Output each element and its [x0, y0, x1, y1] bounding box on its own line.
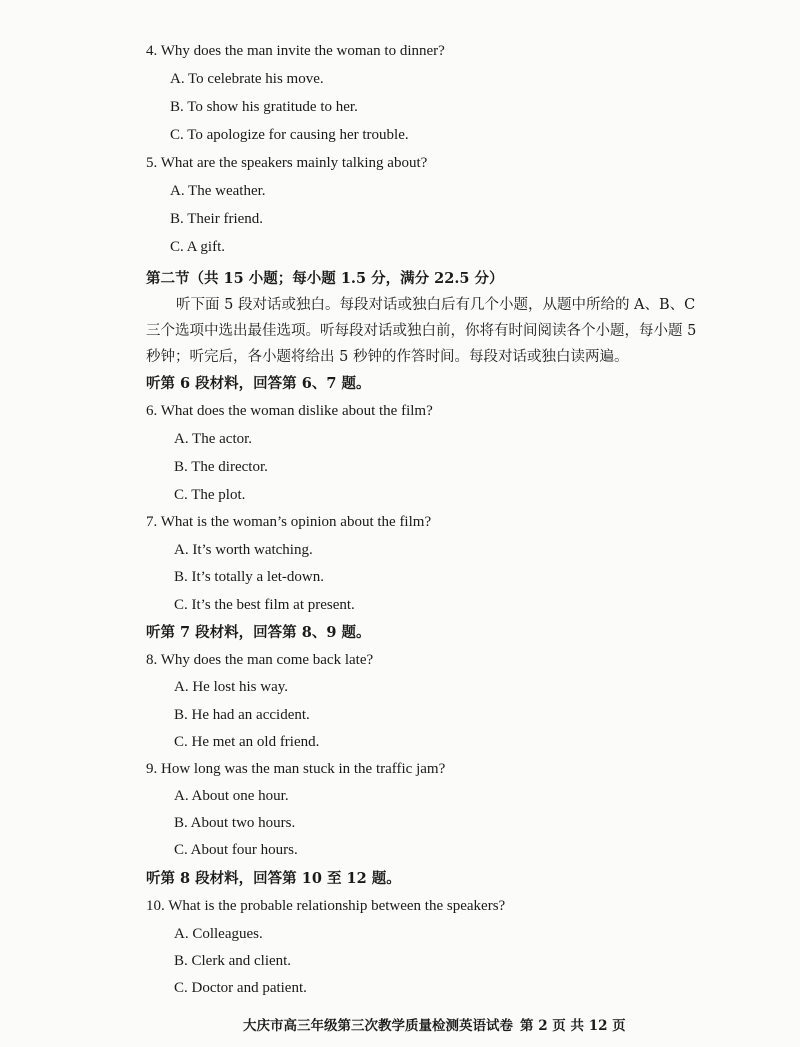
question-7-option-c: C. It’s the best film at present.	[174, 597, 355, 613]
question-10-option-c: C. Doctor and patient.	[174, 980, 307, 996]
question-4-option-b: B. To show his gratitude to her.	[170, 99, 358, 115]
question-6-option-c: C. The plot.	[174, 487, 246, 503]
instruction-line-3: 秒钟；听完后，各小题将给出 5 秒钟的作答时间。每段对话或独白读两遍。	[146, 349, 629, 365]
instruction-line-1: 听下面 5 段对话或独白。每段对话或独白后有几个小题，从题中所给的 A、B、C	[176, 297, 696, 313]
question-5-option-a: A. The weather.	[170, 183, 266, 199]
question-6-option-a: A. The actor.	[174, 431, 253, 447]
question-5-option-c: C. A gift.	[170, 239, 226, 255]
question-9-option-c: C. About four hours.	[174, 842, 298, 858]
section-2-title: 第二节（共 15 小题；每小题 1.5 分，满分 22.5 分）	[146, 270, 504, 287]
question-10-option-a: A. Colleagues.	[174, 926, 263, 942]
question-5: 5. What are the speakers mainly talking about?	[146, 155, 428, 171]
question-10: 10. What is the probable relationship between the speakers?	[146, 898, 506, 914]
question-10-option-b: B. Clerk and client.	[174, 953, 292, 969]
group-8-heading: 听第 8 段材料，回答第 10 至 12 题。	[146, 870, 401, 887]
question-7-option-b: B. It’s totally a let-down.	[174, 569, 324, 585]
question-8-option-c: C. He met an old friend.	[174, 734, 320, 750]
question-9-option-a: A. About one hour.	[174, 788, 289, 804]
question-7-option-a: A. It’s worth watching.	[174, 542, 313, 558]
section-2-instructions	[146, 292, 726, 370]
question-4-option-c: C. To apologize for causing her trouble.	[170, 127, 409, 143]
footer-exam-title: 大庆市高三年级第三次教学质量检测英语试卷	[243, 1018, 513, 1034]
question-8-option-a: A. He lost his way.	[174, 679, 289, 695]
group-7-heading: 听第 7 段材料，回答第 8、9 题。	[146, 624, 371, 641]
question-9-option-b: B. About two hours.	[174, 815, 296, 831]
instruction-line-2: 三个选项中选出最佳选项。听每段对话或独白前，你将有时间阅读各个小题，每小题 5	[146, 323, 697, 339]
question-9: 9. How long was the man stuck in the traffic jam?	[146, 761, 446, 777]
question-5-option-b: B. Their friend.	[170, 211, 264, 227]
question-8: 8. Why does the man come back late?	[146, 652, 374, 668]
group-6-heading: 听第 6 段材料，回答第 6、7 题。	[146, 375, 371, 392]
footer-page-number: 第 2 页 共 12 页	[520, 1018, 626, 1034]
question-6: 6. What does the woman dislike about the film?	[146, 403, 433, 419]
question-4-option-a: A. To celebrate his move.	[170, 71, 324, 87]
question-4: 4. Why does the man invite the woman to dinner?	[146, 43, 445, 59]
question-7: 7. What is the woman’s opinion about the film?	[146, 514, 432, 530]
question-6-option-b: B. The director.	[174, 459, 268, 475]
question-8-option-b: B. He had an accident.	[174, 707, 310, 723]
